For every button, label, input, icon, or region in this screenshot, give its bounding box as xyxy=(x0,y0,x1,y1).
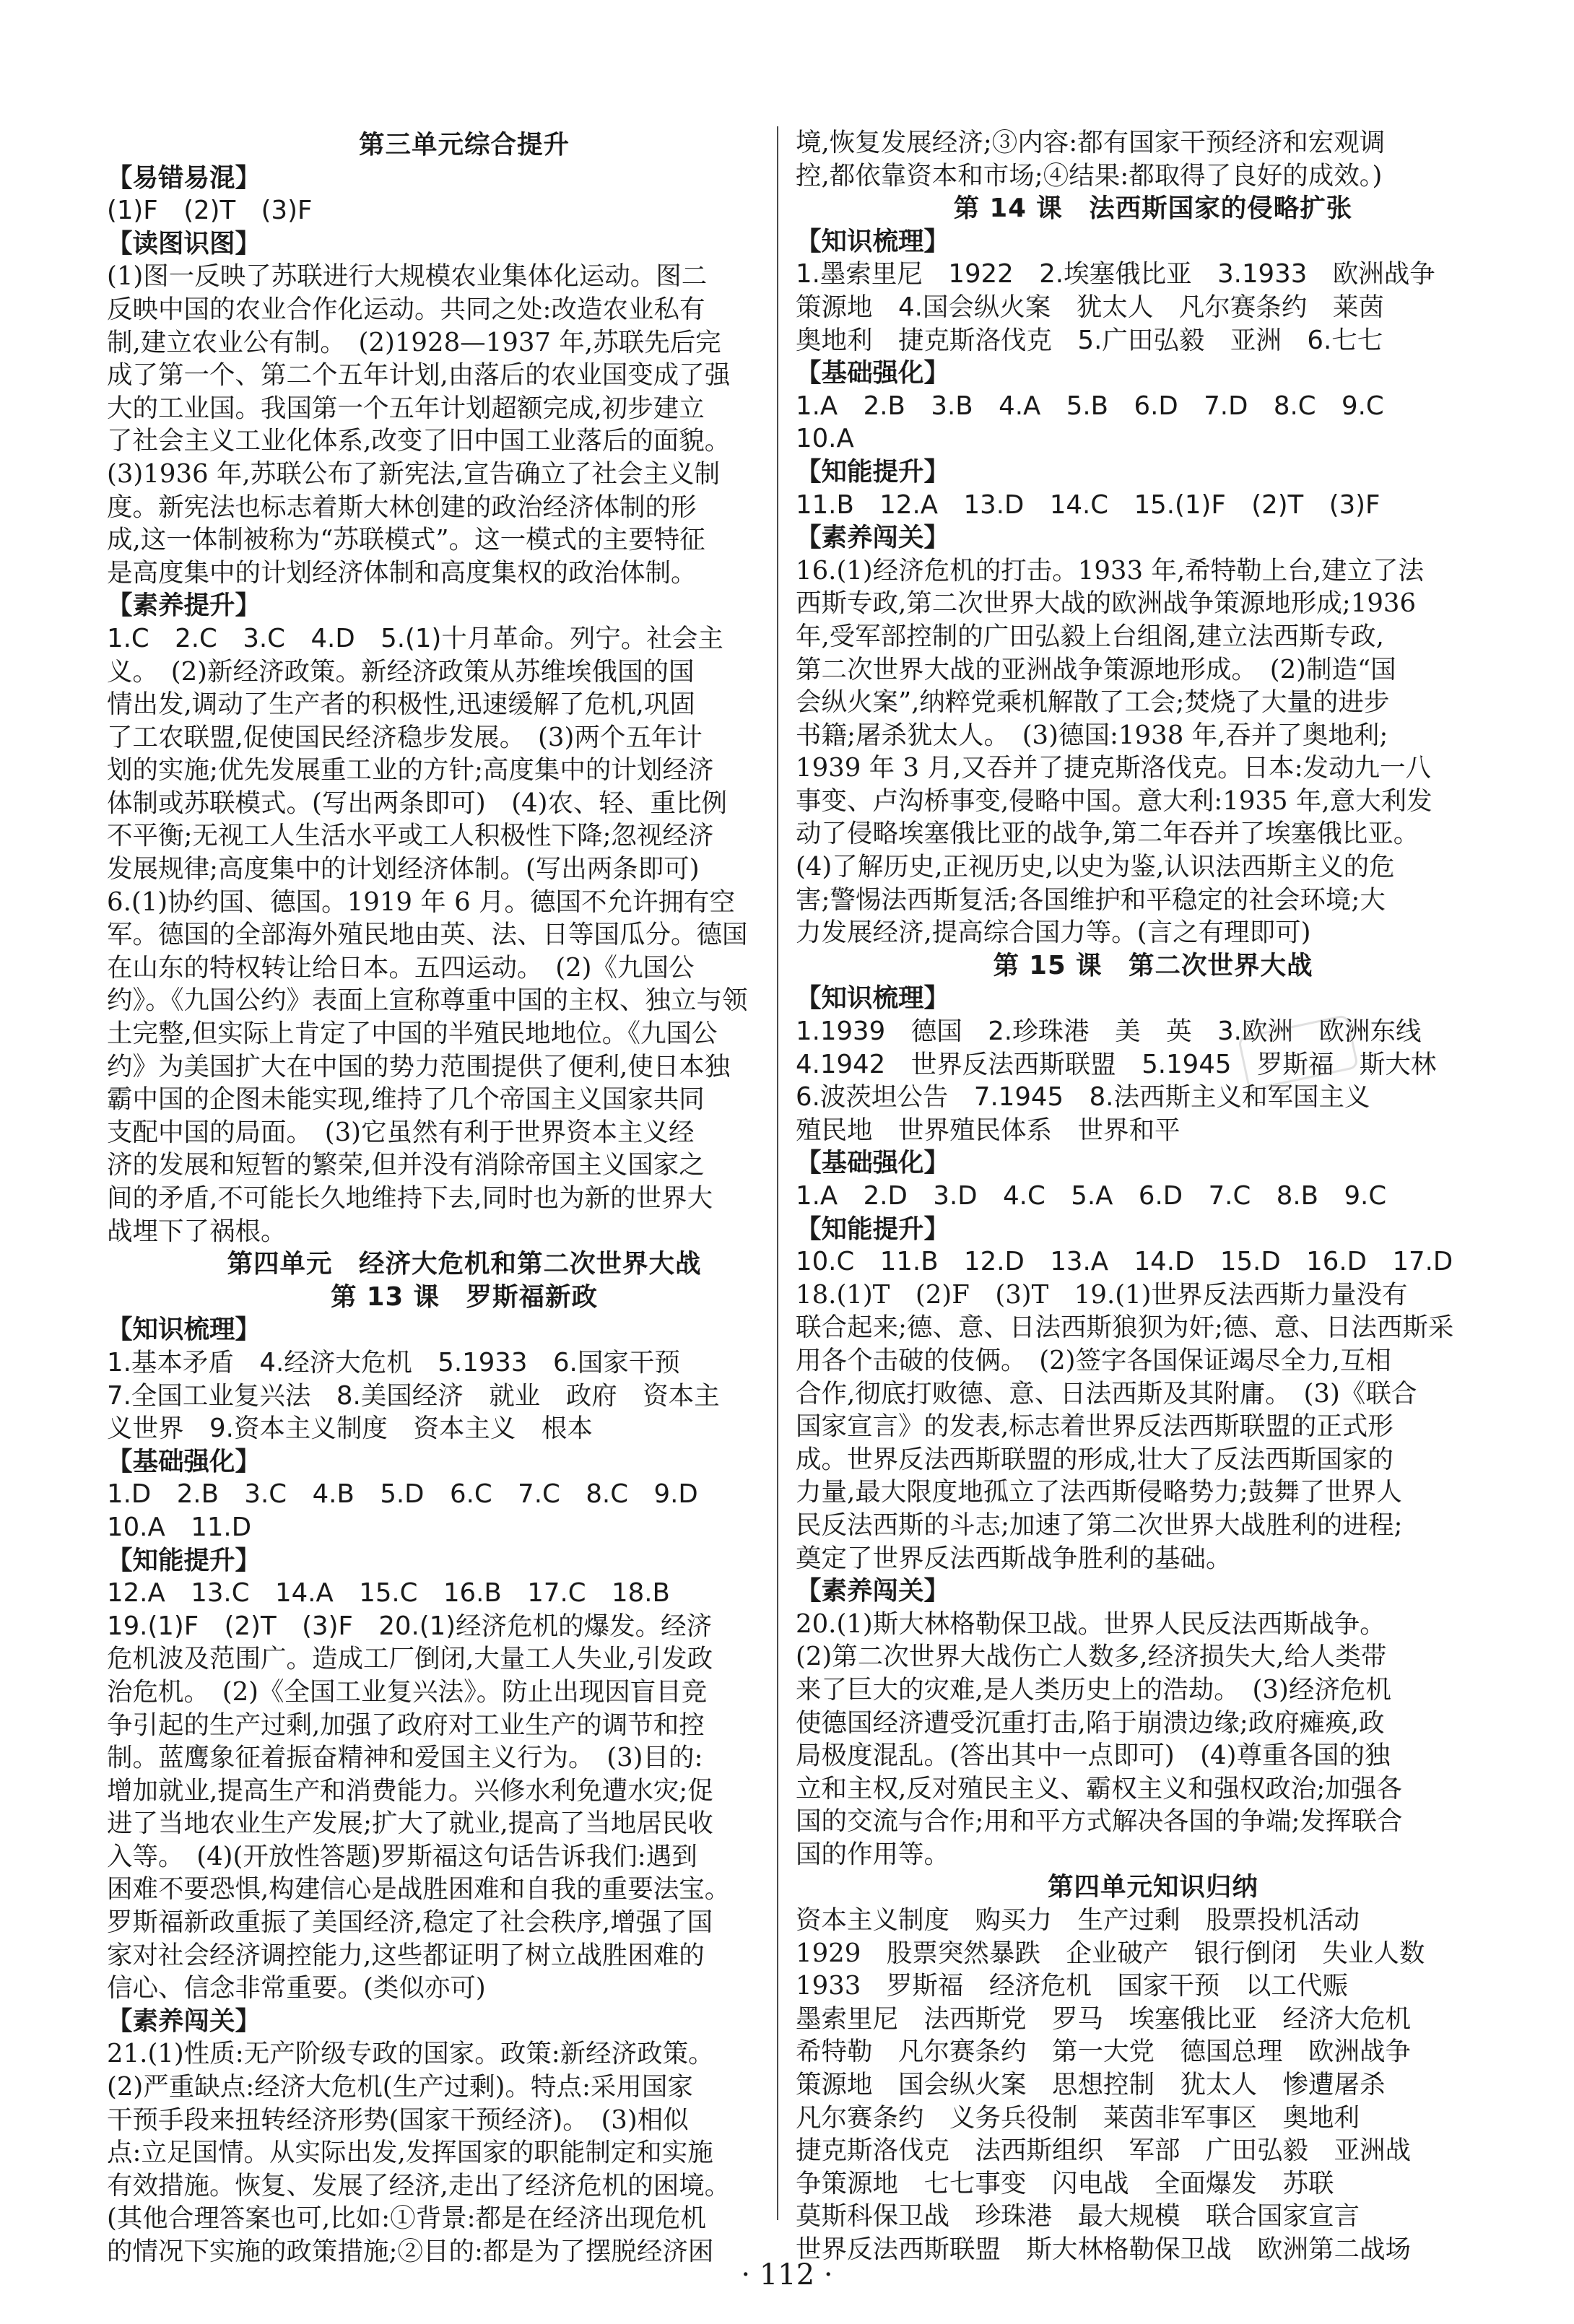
text-line: 信心、信念非常重要。(类似亦可) xyxy=(107,1973,486,2003)
text-line: 争引起的生产过剩,加强了政府对工业生产的调节和控 xyxy=(107,1710,705,1740)
section-title: 第 13 课 罗斯福新政 xyxy=(330,1281,599,1312)
text-line: 罗斯福新政重振了美国经济,稳定了社会秩序,增强了国 xyxy=(107,1907,713,1938)
text-line: 反映中国的农业合作化运动。共同之处:改造农业私有 xyxy=(107,294,705,324)
text-line: 情出发,调动了生产者的积极性,迅速缓解了危机,巩固 xyxy=(107,689,695,720)
section-title: 第 14 课 法西斯国家的侵略扩张 xyxy=(953,193,1353,224)
answer-line: 1.C 2.C 3.C 4.D 5.(1)十月革命。列宁。社会主 xyxy=(107,623,723,653)
answer-line: 10.A xyxy=(796,424,854,454)
answer-line: 奥地利 捷克斯洛伐克 5.广田弘毅 亚洲 6.七七 xyxy=(796,325,1383,355)
text-line: 成,这一体制被称为“苏联模式”。这一模式的主要特征 xyxy=(107,525,705,555)
text-line: 使德国经济遭受沉重打击,陷于崩溃边缘;政府瘫痪,政 xyxy=(796,1707,1385,1738)
text-line: 墨索里尼 法西斯党 罗马 埃塞俄比亚 经济大危机 xyxy=(796,2003,1412,2034)
section-heading: 【素养闯关】 xyxy=(107,2006,261,2036)
text-line: 体制或苏联模式。(写出两条即可) (4)农、轻、重比例 xyxy=(107,788,727,818)
section-heading: 【读图识图】 xyxy=(107,228,261,258)
text-line: 有效措施。恢复、发展了经济,走出了经济危机的困境。 xyxy=(107,2170,731,2201)
text-line: 支配中国的局面。 (3)它虽然有利于世界资本主义经 xyxy=(107,1117,695,1147)
text-line: 立和主权,反对殖民主义、霸权主义和强权政治;加强各 xyxy=(796,1773,1402,1803)
section-heading: 【知识梳理】 xyxy=(107,1315,261,1345)
text-line: 在山东的特权转让给日本。五四运动。 (2)《九国公 xyxy=(107,952,695,983)
section-heading: 【知能提升】 xyxy=(796,1214,950,1244)
answer-line: 1.A 2.D 3.D 4.C 5.A 6.D 7.C 8.B 9.C xyxy=(796,1181,1387,1211)
section-title: 第 15 课 第二次世界大战 xyxy=(993,950,1313,980)
text-line: 力量,最大限度地孤立了法西斯侵略势力;鼓舞了世界人 xyxy=(796,1477,1402,1507)
text-line: 书籍;屠杀犹太人。 (3)德国:1938 年,吞并了奥地利; xyxy=(796,720,1388,750)
text-line: 希特勒 凡尔赛条约 第一大党 德国总理 欧洲战争 xyxy=(796,2037,1412,2067)
answer-line: 1.D 2.B 3.C 4.B 5.D 6.C 7.C 8.C 9.D xyxy=(107,1479,698,1510)
text-line: 济的发展和短暂的繁荣,但并没有消除帝国主义国家之 xyxy=(107,1150,705,1180)
text-line: 发展规律;高度集中的计划经济体制。(写出两条即可) xyxy=(107,854,700,884)
answer-line: 19.(1)F (2)T (3)F 20.(1)经济危机的爆发。经济 xyxy=(107,1611,713,1641)
text-line: 国的作用等。 xyxy=(796,1839,950,1869)
text-line: 困难不要恐惧,构建信心是战胜困难和自我的重要法宝。 xyxy=(107,1874,731,1905)
text-line: 成。世界反法西斯联盟的形成,壮大了反法西斯国家的 xyxy=(796,1444,1393,1474)
text-line: (其他合理答案也可,比如:①背景:都是在经济出现危机 xyxy=(107,2203,707,2234)
text-line: 是高度集中的计划经济体制和高度集权的政治体制。 xyxy=(107,557,697,588)
section-heading: 【基础强化】 xyxy=(796,358,950,388)
answer-line: 4.1942 世界反法西斯联盟 5.1945 罗斯福 斯大林 xyxy=(796,1049,1437,1079)
text-line: 害;警惕法西斯复活;各国维护和平稳定的社会环境;大 xyxy=(796,884,1386,915)
section-heading: 【知能提升】 xyxy=(107,1545,261,1575)
answer-line: 1.A 2.B 3.B 4.A 5.B 6.D 7.D 8.C 9.C xyxy=(796,391,1384,421)
text-line: 战埋下了祸根。 xyxy=(107,1216,287,1246)
text-line: (3)1936 年,苏联公布了新宪法,宣告确立了社会主义制 xyxy=(107,458,720,489)
section-heading: 【知识梳理】 xyxy=(796,983,950,1014)
text-line: (2)严重缺点:经济大危机(生产过剩)。特点:采用国家 xyxy=(107,2072,693,2102)
text-line: 用各个击破的伎俩。 (2)签字各国保证竭尽全力,互相 xyxy=(796,1345,1391,1375)
text-line: (2)第二次世界大战伤亡人数多,经济损失大,给人类带 xyxy=(796,1642,1387,1672)
text-line: 制。蓝鹰象征着振奋精神和爱国主义行为。 (3)目的: xyxy=(107,1743,703,1773)
text-line: 局极度混乱。(答出其中一点即可) (4)尊重各国的独 xyxy=(796,1741,1391,1771)
text-line: 18.(1)T (2)F (3)T 19.(1)世界反法西斯力量没有 xyxy=(796,1279,1408,1310)
text-line: 大的工业国。我国第一个五年计划超额完成,初步建立 xyxy=(107,393,705,423)
text-line: 1939 年 3 月,又吞并了捷克斯洛伐克。日本:发动九一八 xyxy=(796,753,1432,783)
text-line: 入等。 (4)(开放性答题)罗斯福这句话告诉我们:遇到 xyxy=(107,1841,697,1871)
text-line: 捷克斯洛伐克 法西斯组织 军部 广田弘毅 亚洲战 xyxy=(796,2136,1412,2166)
text-line: 西斯专政,第二次世界大战的欧洲战争策源地形成;1936 xyxy=(796,588,1417,619)
text-line: 莫斯科保卫战 珍珠港 最大规模 联合国家宣言 xyxy=(796,2201,1360,2232)
text-line: 凡尔赛条约 义务兵役制 莱茵非军事区 奥地利 xyxy=(796,2102,1360,2133)
section-heading: 【知能提升】 xyxy=(796,456,950,487)
answer-line: 11.B 12.A 13.D 14.C 15.(1)F (2)T (3)F xyxy=(796,489,1380,520)
answer-line: 1.墨索里尼 1922 2.埃塞俄比亚 3.1933 欧洲战争 xyxy=(796,259,1435,290)
text-line: 治危机。 (2)《全国工业复兴法》。防止出现因盲目竞 xyxy=(107,1676,708,1707)
text-line: 制,建立农业公有制。 (2)1928—1937 年,苏联先后完 xyxy=(107,327,721,357)
answer-line: 10.C 11.B 12.D 13.A 14.D 15.D 16.D 17.D xyxy=(796,1247,1453,1277)
answer-line: 10.A 11.D xyxy=(107,1512,252,1542)
text-line: 义。 (2)新经济政策。新经济政策从苏维埃俄国的国 xyxy=(107,656,695,687)
text-line: 危机波及范围广。造成工厂倒闭,大量工人失业,引发政 xyxy=(107,1644,713,1674)
text-line: 增加就业,提高生产和消费能力。兴修水利免遭水灾;促 xyxy=(107,1775,713,1806)
text-line: 世界反法西斯联盟 斯大林格勒保卫战 欧洲第二战场 xyxy=(796,2234,1412,2264)
text-line: 家对社会经济调控能力,这些都证明了树立战胜困难的 xyxy=(107,1940,705,1970)
text-line: 的情况下实施的政策措施;②目的:都是为了摆脱经济困 xyxy=(107,2237,714,2266)
text-line: 点:立足国情。从实际出发,发挥国家的职能制定和实施 xyxy=(107,2138,713,2168)
text-line: 1929 股票突然暴跌 企业破产 银行倒闭 失业人数 xyxy=(796,1938,1425,1968)
answer-line: 策源地 4.国会纵火案 犹太人 凡尔赛条约 莱茵 xyxy=(796,292,1384,322)
text-line: 资本主义制度 购买力 生产过剩 股票投机活动 xyxy=(796,1905,1360,1936)
text-line: 约》为美国扩大在中国的势力范围提供了便利,使日本独 xyxy=(107,1051,731,1082)
text-line: 20.(1)斯大林格勒保卫战。世界人民反法西斯战争。 xyxy=(796,1609,1386,1639)
answer-line: 义世界 9.资本主义制度 资本主义 根本 xyxy=(107,1414,593,1444)
text-line: 国家宣言》的发表,标志着世界反法西斯联盟的正式形 xyxy=(796,1411,1393,1442)
text-line: 16.(1)经济危机的打击。1933 年,希特勒上台,建立了法 xyxy=(796,555,1424,586)
section-title: 第四单元 经济大危机和第二次世界大战 xyxy=(227,1249,702,1279)
text-line: (4)了解历史,正视历史,以史为鉴,认识法西斯主义的危 xyxy=(796,852,1395,882)
text-line: 争策源地 七七事变 闪电战 全面爆发 苏联 xyxy=(796,2168,1334,2198)
answer-line: (1)F (2)T (3)F xyxy=(107,196,313,226)
text-line: 划的实施;优先发展重工业的方针;高度集中的计划经济 xyxy=(107,755,714,785)
answer-line: 1.1939 德国 2.珍珠港 美 英 3.欧洲 欧洲东线 xyxy=(796,1017,1422,1047)
text-line: 合作,彻底打败德、意、日法西斯及其附庸。 (3)《联合 xyxy=(796,1378,1417,1409)
text-line: 度。新宪法也标志着斯大林创建的政治经济体制的形 xyxy=(107,492,697,522)
text-line: 霸中国的企图未能实现,维持了几个帝国主义国家共同 xyxy=(107,1084,705,1115)
section-heading: 【知识梳理】 xyxy=(796,226,950,256)
text-line: 了社会主义工业化体系,改变了旧中国工业落后的面貌。 xyxy=(107,426,731,456)
text-line: 境,恢复发展经济;③内容:都有国家干预经济和宏观调 xyxy=(796,128,1386,157)
text-line: 控,都依靠资本和市场;④结果:都取得了良好的成效。) xyxy=(796,160,1383,191)
text-line: 力发展经济,提高综合国力等。(言之有理即可) xyxy=(796,918,1311,948)
answer-line: 1.基本矛盾 4.经济大危机 5.1933 6.国家干预 xyxy=(107,1347,680,1378)
text-line: 民反法西斯的斗志;加速了第二次世界大战胜利的进程; xyxy=(796,1510,1403,1540)
text-line: 了工农联盟,促使国民经济稳步发展。 (3)两个五年计 xyxy=(107,722,703,752)
text-line: 军。德国的全部海外殖民地由英、法、日等国瓜分。德国 xyxy=(107,920,748,950)
section-heading: 【素养提升】 xyxy=(107,591,261,621)
text-line: 策源地 国会纵火案 思想控制 犹太人 惨遭屠杀 xyxy=(796,2070,1386,2100)
column-divider xyxy=(777,126,778,2220)
section-title: 第四单元知识归纳 xyxy=(1047,1872,1258,1902)
page-number: · 112 · xyxy=(741,2258,833,2292)
left-column xyxy=(107,129,822,2268)
section-heading: 【基础强化】 xyxy=(107,1446,261,1476)
text-line: (1)图一反映了苏联进行大规模农业集体化运动。图二 xyxy=(107,261,708,292)
text-line: 来了巨大的灾难,是人类历史上的浩劫。 (3)经济危机 xyxy=(796,1674,1391,1705)
section-heading: 【易错易混】 xyxy=(107,162,261,193)
section-title: 第三单元综合提升 xyxy=(358,130,570,160)
text-line: 21.(1)性质:无产阶级专政的国家。政策:新经济政策。 xyxy=(107,2039,714,2069)
text-line: 约》。《九国公约》表面上宣称尊重中国的主权、独立与领 xyxy=(107,985,748,1016)
section-heading: 【素养闯关】 xyxy=(796,523,950,553)
text-line: 成了第一个、第二个五年计划,由落后的农业国变成了强 xyxy=(107,360,731,391)
text-line: 6.(1)协约国、德国。1919 年 6 月。德国不允许拥有空 xyxy=(107,887,735,917)
answer-line: 殖民地 世界殖民体系 世界和平 xyxy=(796,1115,1180,1145)
section-heading: 【基础强化】 xyxy=(796,1148,950,1178)
text-line: 干预手段来扭转经济形势(国家干预经济)。 (3)相似 xyxy=(107,2105,689,2135)
text-line: 第二次世界大战的亚洲战争策源地形成。 (2)制造“国 xyxy=(796,654,1396,684)
text-line: 土完整,但实际上肯定了中国的半殖民地地位。《九国公 xyxy=(107,1019,718,1049)
text-line: 间的矛盾,不可能长久地维持下去,同时也为新的世界大 xyxy=(107,1183,713,1213)
text-line: 年,受军部控制的广田弘毅上台组阁,建立法西斯专政, xyxy=(796,621,1384,651)
section-heading: 【素养闯关】 xyxy=(796,1576,950,1606)
right-column xyxy=(796,126,1510,2266)
text-line: 进了当地农业生产发展;扩大了就业,提高了当地居民收 xyxy=(107,1809,713,1839)
answer-line: 6.波茨坦公告 7.1945 8.法西斯主义和军国主义 xyxy=(796,1082,1370,1113)
text-line: 奠定了世界反法西斯战争胜利的基础。 xyxy=(796,1543,1232,1573)
text-line: 国的交流与合作;用和平方式解决各国的争端;发挥联合 xyxy=(796,1806,1403,1837)
text-line: 动了侵略埃塞俄比亚的战争,第二年吞并了埃塞俄比亚。 xyxy=(796,819,1419,849)
answer-line: 12.A 13.C 14.A 15.C 16.B 17.C 18.B xyxy=(107,1578,670,1609)
text-line: 联合起来;德、意、日法西斯狼狈为奸;德、意、日法西斯采 xyxy=(796,1313,1454,1343)
text-line: 会纵火案”,纳粹党乘机解散了工会;焚烧了大量的进步 xyxy=(796,687,1390,718)
text-line: 事变、卢沟桥事变,侵略中国。意大利:1935 年,意大利发 xyxy=(796,785,1432,816)
text-line: 1933 罗斯福 经济危机 国家干预 以工代赈 xyxy=(796,1971,1348,2001)
answer-line: 7.全国工业复兴法 8.美国经济 就业 政府 资本主 xyxy=(107,1380,720,1411)
text-line: 不平衡;无视工人生活水平或工人积极性下降;忽视经济 xyxy=(107,821,714,851)
